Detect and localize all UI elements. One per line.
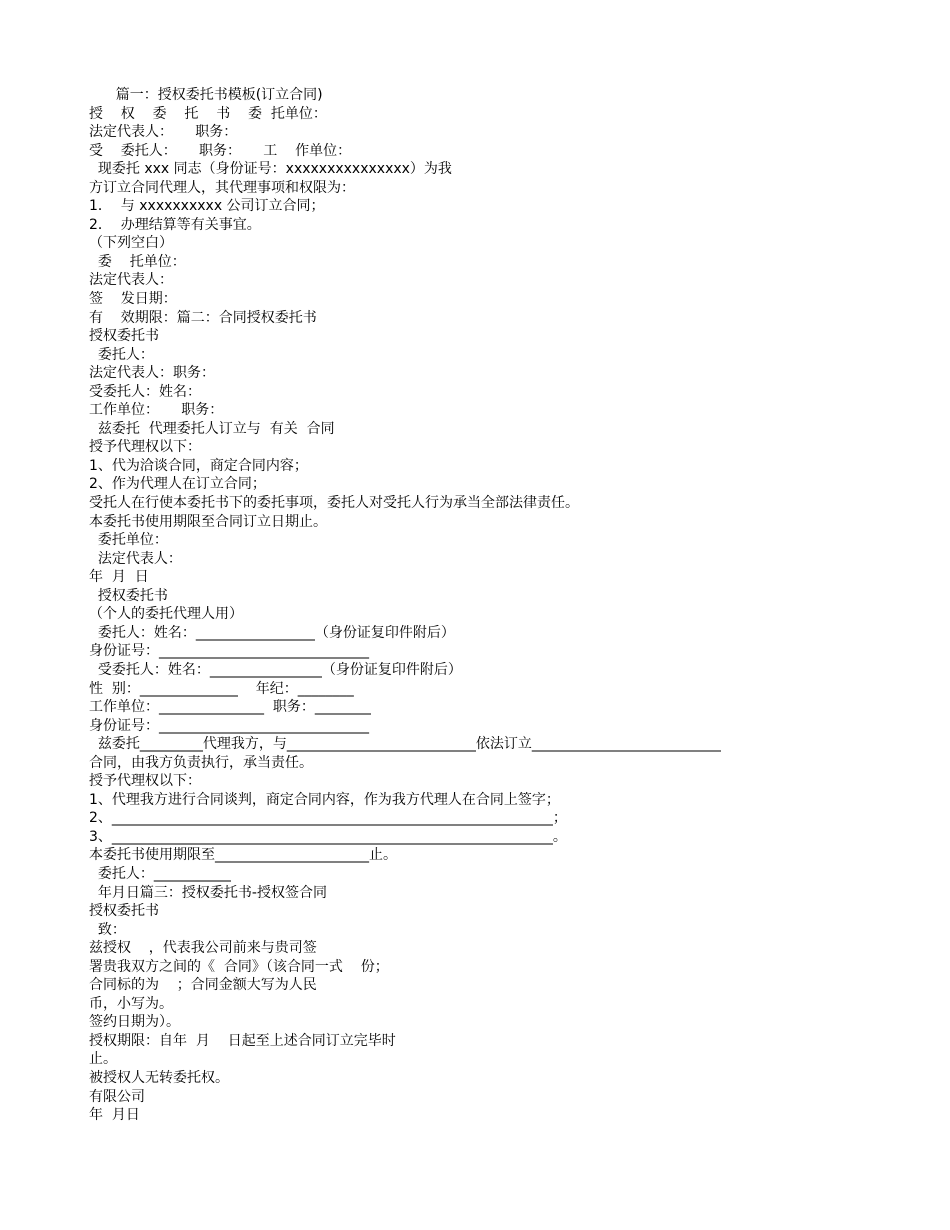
doc-line: 止。 [89, 1051, 117, 1068]
doc-line: 币，小写为。 [89, 995, 173, 1012]
doc-line: 有 效期限：篇二：合同授权委托书 [89, 309, 317, 326]
doc-line: 3、_______________________________________________________________。 [89, 828, 567, 845]
doc-line: 2、_______________________________________________________________； [89, 810, 567, 827]
doc-line: 法定代表人： [89, 272, 173, 289]
doc-line: 兹委托_________代理我方，与___________________________依法订立___________________________ [89, 736, 721, 753]
doc-line: 年月日篇三：授权委托书-授权签合同 [89, 884, 327, 901]
doc-line: 被授权人无转委托权。 [89, 1069, 229, 1086]
doc-line: 授 权 委 托 书 委 托单位： [89, 105, 327, 122]
doc-line: 方订立合同代理人，其代理事项和权限为： [89, 179, 355, 196]
doc-line: 授权委托书 [89, 328, 159, 345]
doc-line: 委托人：___________ [89, 865, 231, 882]
doc-line: 1、代理我方进行合同谈判，商定合同内容，作为我方代理人在合同上签字； [89, 791, 560, 808]
doc-line: 兹委托 代理委托人订立与 有关 合同 [89, 420, 335, 437]
doc-line: 工作单位： 职务： [89, 402, 224, 419]
doc-line: 本委托书使用期限至______________________止。 [89, 847, 397, 864]
doc-line: 法定代表人：职务： [89, 365, 215, 382]
doc-line: 篇一：授权委托书模板(订立合同) [89, 87, 323, 103]
doc-line: 授权委托书 [89, 587, 168, 604]
doc-line: 签约日期为）。 [89, 1014, 180, 1031]
doc-line: 2． 办理结算等有关事宜。 [89, 216, 261, 233]
doc-line: （下列空白） [89, 235, 173, 252]
doc-line: 法定代表人： [89, 550, 182, 567]
doc-line: 身份证号：______________________________ [89, 717, 369, 734]
doc-line: 受委托人：姓名： [89, 383, 201, 400]
doc-line: 署贵我双方之间的《 合同》（该合同一式 份； [89, 958, 389, 975]
doc-line: 合同标的为 ；合同金额大写为人民 [89, 977, 317, 994]
doc-line: （个人的委托代理人用） [89, 606, 243, 623]
doc-line: 1． 与 xxxxxxxxxx 公司订立合同； [89, 198, 325, 215]
doc-line: 授权委托书 [89, 903, 159, 920]
doc-line: 授权期限：自年 月 日起至上述合同订立完毕时 [89, 1032, 396, 1049]
doc-line: 受 委托人： 职务： 工 作单位： [89, 142, 352, 159]
doc-line: 合同，由我方负责执行，承当责任。 [89, 754, 313, 771]
doc-line: 本委托书使用期限至合同订立日期止。 [89, 513, 327, 530]
doc-line: 工作单位：_______________ 职务：________ [89, 699, 371, 716]
doc-line: 现委托 xxx 同志（身份证号：xxxxxxxxxxxxxxx）为我 [89, 161, 452, 178]
doc-line: 委托人： [89, 346, 154, 363]
doc-line: 受委托人：姓名：________________（身份证复印件附后） [89, 661, 462, 678]
doc-line: 委 托单位： [89, 253, 186, 270]
doc-line: 2、作为代理人在订立合同； [89, 476, 266, 493]
doc-line: 兹授权 ，代表我公司前来与贵司签 [89, 940, 317, 957]
doc-line: 授予代理权以下： [89, 773, 201, 790]
doc-line: 年 月 日 [89, 569, 149, 586]
doc-line: 受托人在行使本委托书下的委托事项，委托人对受托人行为承当全部法律责任。 [89, 495, 579, 512]
doc-line: 1、代为洽谈合同，商定合同内容； [89, 457, 308, 474]
doc-line: 授予代理权以下： [89, 439, 201, 456]
doc-line: 签 发日期： [89, 291, 177, 308]
doc-line: 有限公司 [89, 1088, 145, 1105]
doc-line: 年 月日 [89, 1107, 140, 1124]
doc-line: 性 别：______________ 年纪：________ [89, 680, 354, 697]
doc-line: 法定代表人： 职务： [89, 124, 238, 141]
doc-line: 委托人：姓名：_________________（身份证复印件附后） [89, 624, 455, 641]
doc-line: 身份证号：______________________________ [89, 643, 369, 660]
document-body [89, 86, 919, 1125]
doc-line: 致： [89, 921, 126, 938]
doc-line: 委托单位： [89, 532, 168, 549]
